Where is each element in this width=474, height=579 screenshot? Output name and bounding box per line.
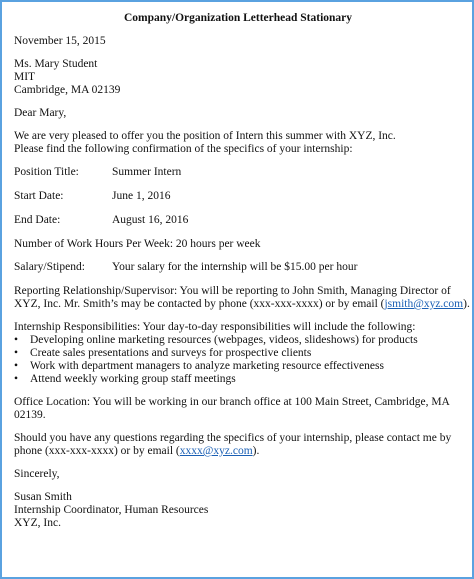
closing: Sincerely, [14,468,60,480]
recipient-city: Cambridge, MA 02139 [14,84,121,96]
intro-line-1: We are very pleased to offer you the position of Intern this summer with XYZ, Inc. [14,130,396,142]
reporting-paragraph [14,285,470,311]
salutation: Dear Mary, [14,107,67,119]
signer-title: Internship Coordinator, Human Resources [14,504,209,516]
list-item [14,347,462,360]
list-item-text: Create sales presentations and surveys for prospective clients [30,347,312,359]
salary-field [14,261,462,274]
reporting-line-2-end: ). [463,298,470,310]
bullet-icon: • [14,373,19,385]
bullet-icon: • [14,360,19,372]
end-date-label: End Date: [14,214,61,226]
responsibilities-list [14,334,462,386]
list-item-text: Work with department managers to analyze marketing resource effectiveness [30,360,384,372]
recipient-address [14,58,462,97]
start-date-field [14,190,462,203]
intro-line-2: Please find the following confirmation of the specifics of your internship: [14,143,353,155]
questions-paragraph [14,432,462,458]
list-item-text: Developing online marketing resources (webpages, videos, slideshows) for products [30,334,418,346]
signer-name: Susan Smith [14,491,72,503]
signer-company: XYZ, Inc. [14,517,61,529]
questions-line-2-end: ). [252,445,260,457]
questions-line-2-text: phone (xxx-xxx-xxxx) or by email ( [14,445,180,457]
office-line-1: Office Location: You will be working in our branch office at 100 Main Street, Cambridge, MA [14,396,450,408]
signature-block [14,491,462,530]
end-date-value: August 16, 2016 [112,214,189,226]
work-hours: Number of Work Hours Per Week: 20 hours per week [14,238,261,250]
letterhead-title: Company/Organization Letterhead Stationary [123,12,353,24]
questions-line-1: Should you have any questions regarding the specifics of your internship, please contact me by [14,432,452,444]
intro-paragraph [14,130,462,156]
start-date-value: June 1, 2016 [112,190,171,202]
supervisor-email-link[interactable]: jsmith@xyz.com [384,298,464,310]
questions-line-2 [14,445,462,458]
reporting-line-1: Reporting Relationship/Supervisor: You will be reporting to John Smith, Managing Director of [14,285,451,297]
position-title-field [14,166,462,179]
letter-date: November 15, 2015 [14,35,106,47]
end-date-field [14,214,462,227]
recipient-name: Ms. Mary Student [14,58,98,70]
salary-value: Your salary for the internship will be $15.00 per hour [112,261,358,273]
start-date-label: Start Date: [14,190,64,202]
reporting-line-2 [14,298,470,311]
responsibilities-section [14,321,462,386]
bullet-icon: • [14,334,19,346]
list-item-text: Attend weekly working group staff meetings [30,373,236,385]
list-item [14,360,462,373]
office-location-paragraph [14,396,462,422]
reporting-line-2-text: XYZ, Inc. Mr. Smith’s may be contacted by phone (xxx-xxx-xxxx) or by email ( [14,298,385,310]
contact-email-link[interactable]: xxxx@xyz.com [179,445,253,457]
position-title-value: Summer Intern [112,166,182,178]
responsibilities-heading: Internship Responsibilities: Your day-to-day responsibilities will include the following: [14,321,416,333]
position-title-label: Position Title: [14,166,79,178]
office-line-2: 02139. [14,409,46,421]
list-item [14,334,462,347]
recipient-org: MIT [14,71,36,83]
bullet-icon: • [14,347,19,359]
salary-label: Salary/Stipend: [14,261,85,273]
list-item [14,373,462,386]
